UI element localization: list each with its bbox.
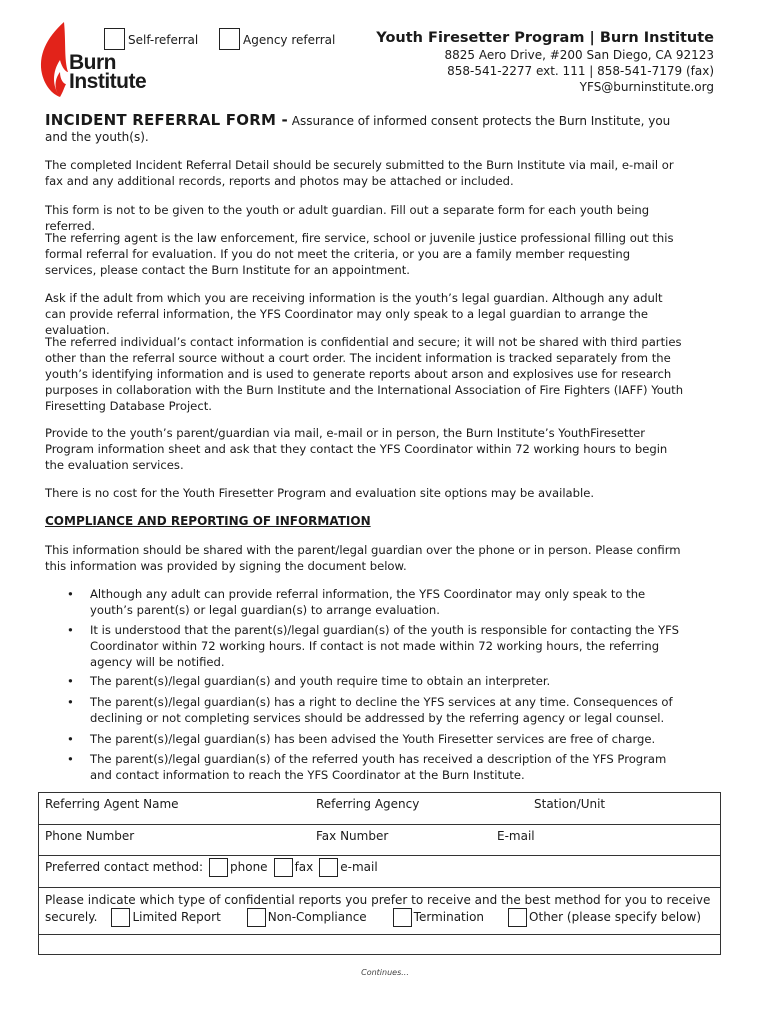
station-unit-field[interactable]: Station/Unit — [534, 797, 606, 811]
contact-email-checkbox[interactable] — [319, 858, 338, 877]
compliance-heading: COMPLIANCE AND REPORTING OF INFORMATION — [45, 514, 371, 528]
reports-prompt: Please indicate which type of confidential reports you prefer to receive and the best method for you to receive — [45, 893, 711, 907]
referring-agent-name-field[interactable]: Referring Agent Name — [45, 797, 179, 811]
paragraph: Provide to the youth’s parent/guardian via mail, e-mail or in person, the Burn Institute’s YouthFiresetter Program information sheet and ask that they contact the YFS Coordinator within 72 working hours to begin the evaluation services. — [45, 426, 668, 472]
logo-text-line2: Institute — [69, 70, 147, 93]
table-row — [39, 793, 720, 825]
termination-checkbox[interactable] — [393, 908, 412, 927]
paragraph: The referred individual’s contact information is confidential and secure; it will not be shared with third parties other than the referral source without a court order. The incident information is tracked separately from the youth’s identifying information and is used to generate reports about arson and explosives use for research purposes in collaboration with the Burn Institute and the International Association of Fire Fighters (IAFF) Youth Firesetting Database Project. — [45, 335, 684, 413]
paragraph: The referring agent is the law enforcement, fire service, school or juvenile justice professional filling out this formal referral for evaluation. If you do not meet the criteria, or you are a family member requesting services, please contact the Burn Institute for an appointment. — [45, 231, 674, 277]
org-title: Youth Firesetter Program | Burn Institute — [376, 30, 714, 46]
form-subtitle: Assurance of informed consent protects the Burn Institute, you and the youth(s). — [45, 114, 671, 144]
non-compliance-checkbox[interactable] — [247, 908, 266, 927]
bullet-text: The parent(s)/legal guardian(s) and youth require time to obtain an interpreter. — [90, 674, 551, 688]
contact-phone-label: phone — [230, 860, 268, 874]
bullet-text: Although any adult can provide referral information, the YFS Coordinator may only speak to the youth’s parent(s) or legal guardian(s) to arrange evaluation. — [90, 587, 646, 617]
bullet-text: The parent(s)/legal guardian(s) of the referred youth has received a description of the YFS Program and contact information to reach the YFS Coordinator at the Burn Institute. — [90, 752, 667, 782]
other-checkbox[interactable] — [508, 908, 527, 927]
bullet-icon: • — [67, 674, 74, 688]
self-referral-checkbox[interactable] — [104, 28, 125, 50]
org-address: 8825 Aero Drive, #200 San Diego, CA 92123 — [444, 48, 714, 62]
table-row — [39, 856, 720, 888]
bullet-icon: • — [67, 623, 74, 637]
bullet-icon: • — [67, 732, 74, 746]
form-title-block — [45, 112, 685, 145]
logo-wordmark — [69, 53, 146, 91]
bullet-icon: • — [67, 752, 74, 766]
fax-number-field[interactable]: Fax Number — [316, 829, 389, 843]
bullet-text: The parent(s)/legal guardian(s) has been advised the Youth Firesetter services are free of charge. — [90, 732, 656, 746]
org-phone: 858-541-2277 ext. 111 | 858-541-7179 (fax) — [447, 64, 714, 78]
org-email: YFS@burninstitute.org — [579, 80, 714, 94]
reports-preference-block — [45, 892, 710, 927]
contact-fax-checkbox[interactable] — [274, 858, 293, 877]
other-label: Other (please specify below) — [529, 910, 702, 924]
referring-agency-field[interactable]: Referring Agency — [316, 797, 420, 811]
bullet-icon: • — [67, 695, 74, 709]
referral-info-table — [38, 792, 721, 955]
bullet-icon: • — [67, 587, 74, 601]
contact-fax-label: fax — [294, 860, 314, 874]
table-row — [39, 825, 720, 856]
org-contact-block — [376, 30, 714, 95]
compliance-intro: This information should be shared with the parent/legal guardian over the phone or in person. Please confirm this information was provided by signing the document below. — [45, 543, 681, 573]
limited-report-label: Limited Report — [132, 910, 221, 924]
self-referral-option[interactable] — [104, 28, 198, 50]
logo-text-line1: Burn — [69, 51, 116, 74]
limited-report-checkbox[interactable] — [111, 908, 130, 927]
agency-referral-option[interactable] — [219, 28, 335, 50]
paragraph: There is no cost for the Youth Firesetter Program and evaluation site options may be available. — [45, 486, 595, 500]
paragraph: This form is not to be given to the youth or adult guardian. Fill out a separate form for each youth being referred. — [45, 203, 650, 233]
preferred-contact-label: Preferred contact method: — [45, 860, 203, 874]
preferred-contact-row — [45, 858, 378, 877]
agency-referral-checkbox[interactable] — [219, 28, 240, 50]
bullet-text: The parent(s)/legal guardian(s) has a right to decline the YFS services at any time. Consequences of declining or not completing services should be addressed by the referring agency or legal counsel. — [90, 695, 673, 725]
termination-label: Termination — [413, 910, 485, 924]
agency-referral-label: Agency referral — [243, 33, 336, 47]
contact-phone-checkbox[interactable] — [209, 858, 228, 877]
phone-number-field[interactable]: Phone Number — [45, 829, 135, 843]
paragraph: Ask if the adult from which you are receiving information is the youth’s legal guardian. Although any adult can provide referral information, the YFS Coordinator may only speak to a legal guardian to arrange the evaluation. — [45, 291, 663, 337]
paragraph: The completed Incident Referral Detail should be securely submitted to the Burn Institute via mail, e-mail or fax and any additional records, reports and photos may be attached or included. — [45, 158, 674, 188]
contact-email-label: e-mail — [340, 860, 378, 874]
other-specify-field[interactable] — [39, 935, 720, 954]
self-referral-label: Self-referral — [128, 33, 199, 47]
bullet-text: It is understood that the parent(s)/legal guardian(s) of the youth is responsible for contacting the YFS Coordinator within 72 working hours. If contact is not made within 72 working hours, the referring agency will be notified. — [90, 623, 679, 669]
continues-note: Continues... — [361, 968, 409, 977]
table-row — [39, 888, 720, 935]
non-compliance-label: Non-Compliance — [267, 910, 367, 924]
email-field[interactable]: E-mail — [497, 829, 535, 843]
form-title: INCIDENT REFERRAL FORM - — [45, 111, 288, 129]
reports-prompt-cont: securely. — [45, 910, 98, 924]
